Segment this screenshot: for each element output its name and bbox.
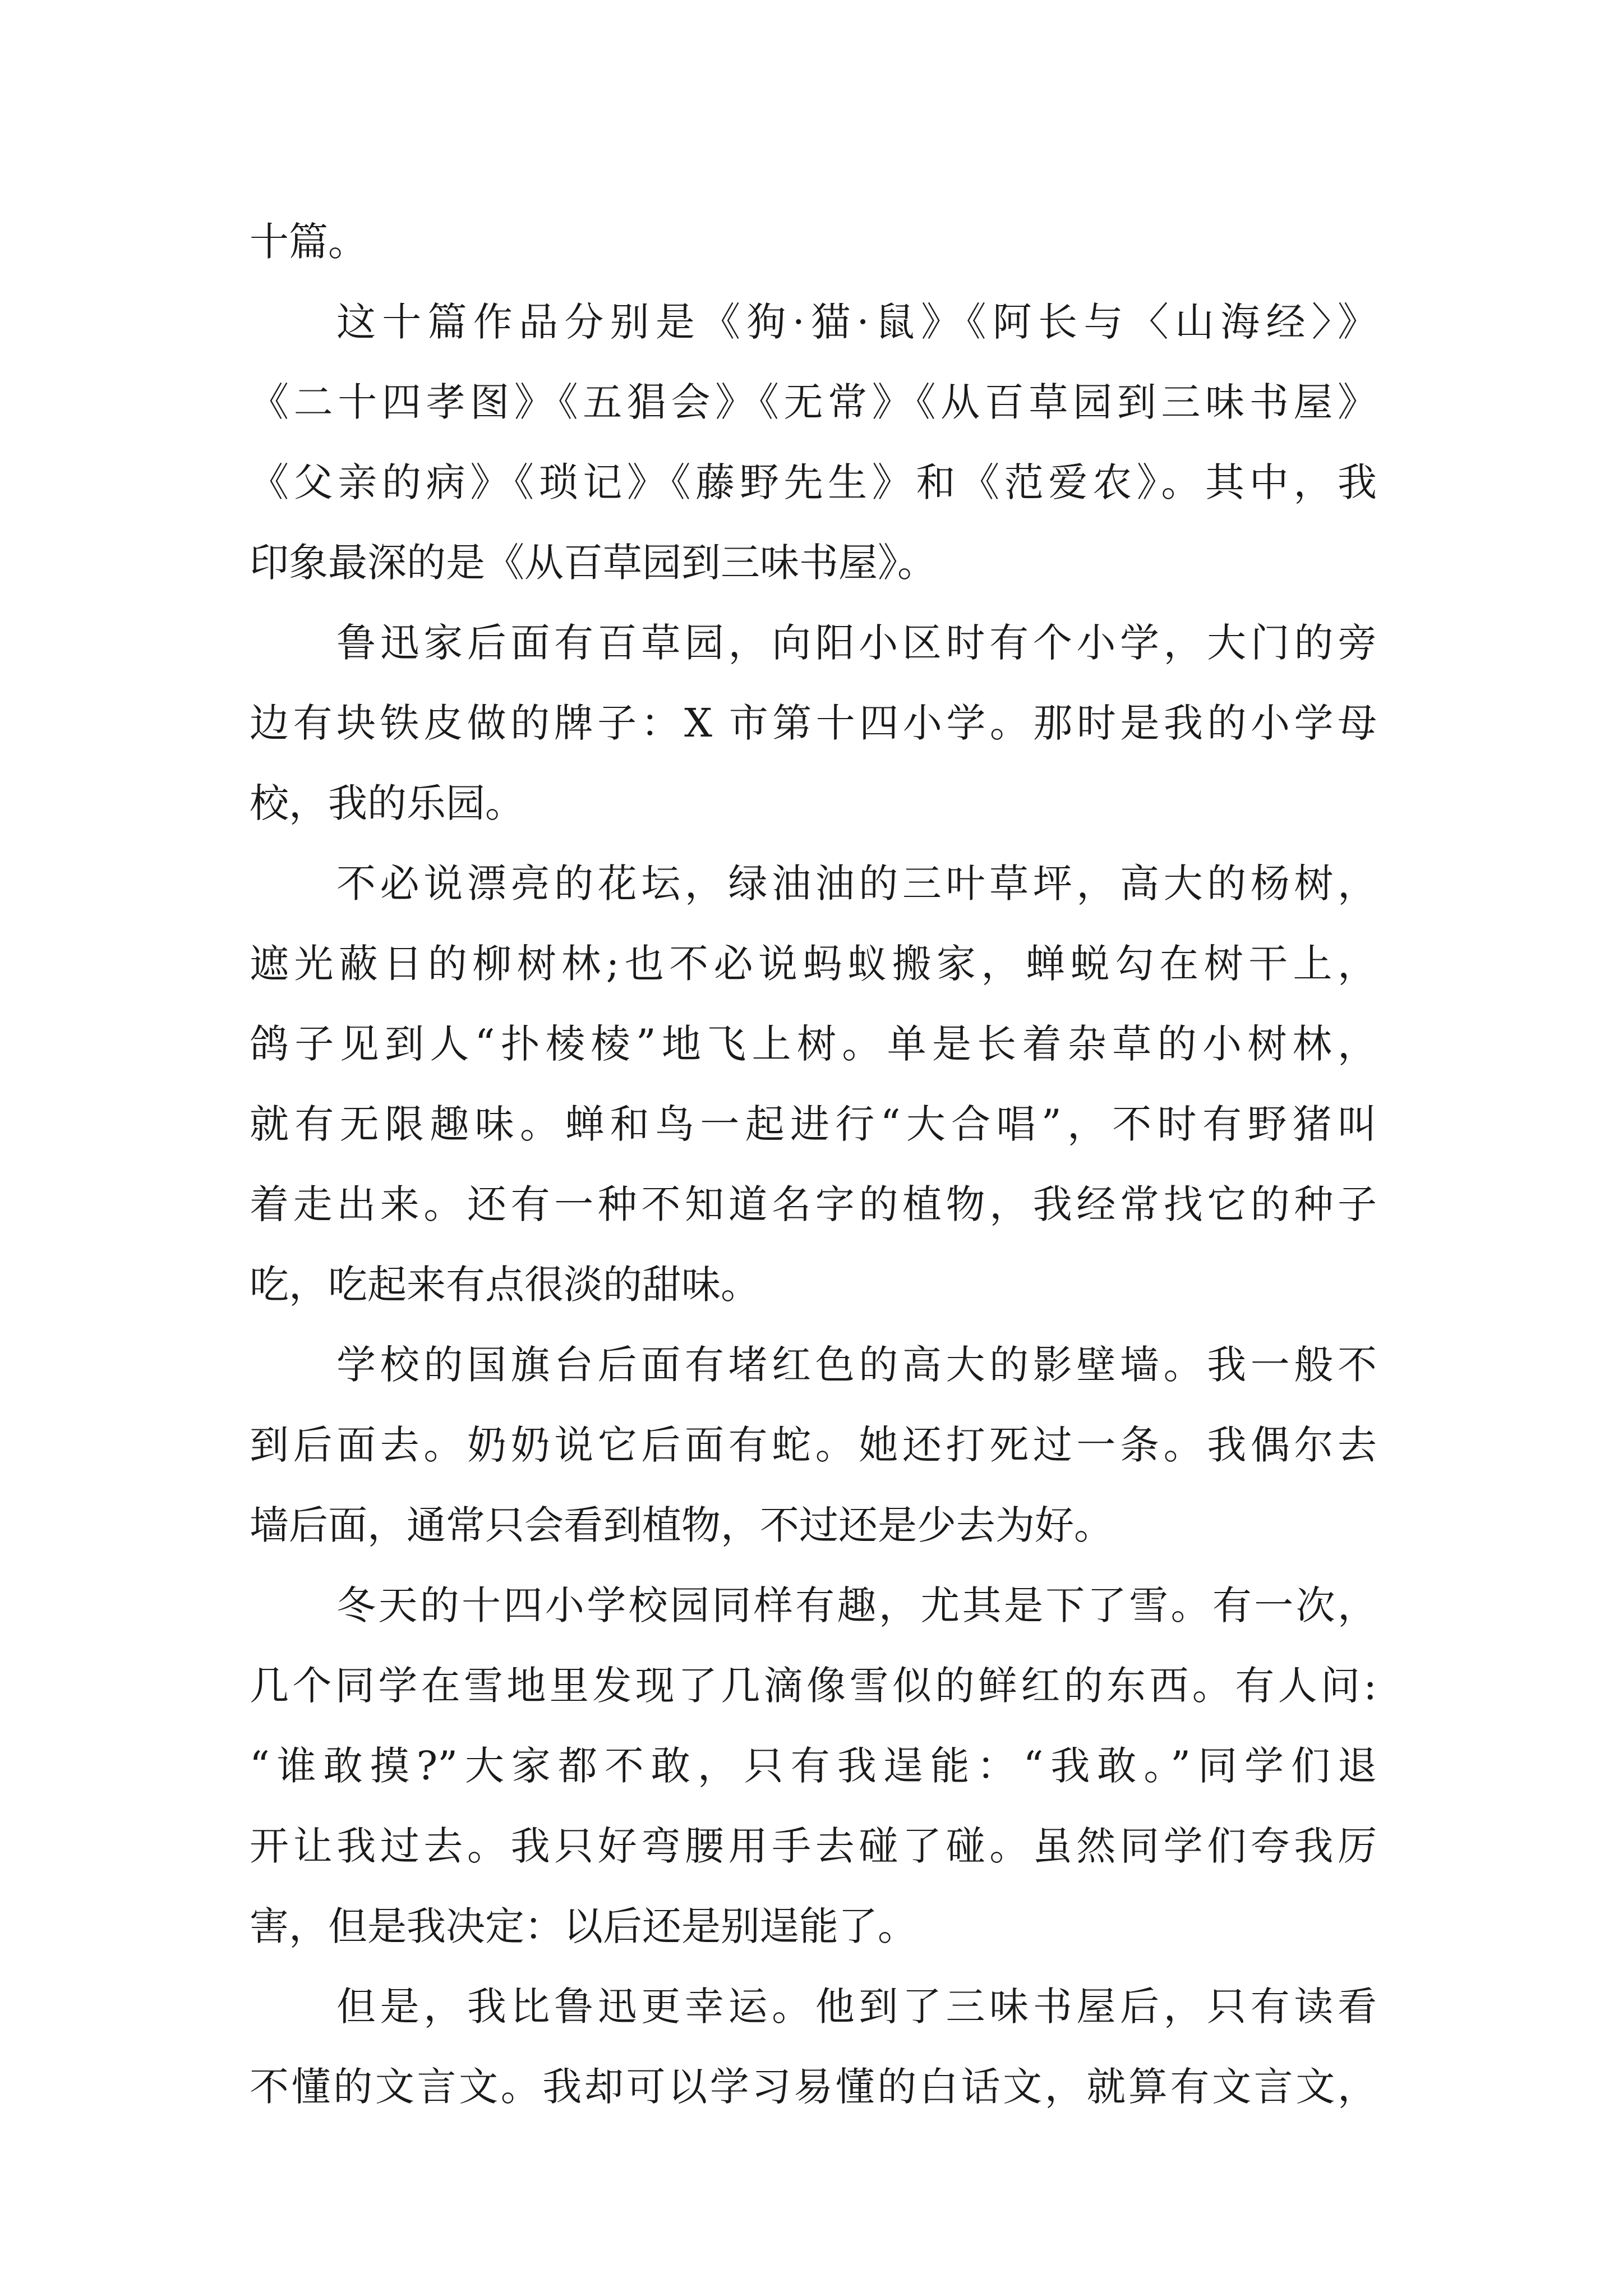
text-line: 校，我的乐园。 [250, 780, 524, 826]
text-line: 遮光蔽日的柳树林;也不必说蚂蚁搬家，蝉蜕勾在树干上， [250, 941, 1377, 987]
text-line: 墙后面，通常只会看到植物，不过还是少去为好。 [250, 1502, 1113, 1548]
text-line: 学校的国旗台后面有堵红色的高大的影壁墙。我一般不 [336, 1342, 1377, 1388]
text-line: 几个同学在雪地里发现了几滴像雪似的鲜红的东西。有人问: [250, 1663, 1377, 1709]
text-line: 不必说漂亮的花坛，绿油油的三叶草坪，高大的杨树， [336, 861, 1377, 907]
text-line: 鸽子见到人“扑棱棱”地飞上树。单是长着杂草的小树林， [250, 1021, 1377, 1067]
text-line: “谁敢摸?”大家都不敢，只有我逞能：“我敢。”同学们退 [250, 1743, 1377, 1789]
text-line: 害，但是我决定：以后还是别逞能了。 [250, 1903, 917, 1949]
text-line: 边有块铁皮做的牌子：X 市第十四小学。那时是我的小学母 [250, 700, 1377, 746]
text-line: 到后面去。奶奶说它后面有蛇。她还打死过一条。我偶尔去 [250, 1422, 1377, 1468]
text-line: 但是，我比鲁迅更幸运。他到了三味书屋后，只有读看 [336, 1984, 1377, 2030]
text-line: 《父亲的病》《琐记》《藤野先生》和《范爱农》。其中，我 [250, 459, 1377, 505]
text-line: 吃，吃起来有点很淡的甜味。 [250, 1262, 760, 1308]
text-line: 这十篇作品分别是《狗·猫·鼠》《阿长与〈山海经〉》 [336, 299, 1377, 345]
text-line: 着走出来。还有一种不知道名字的植物，我经常找它的种子 [250, 1181, 1377, 1227]
text-line: 鲁迅家后面有百草园，向阳小区时有个小学，大门的旁 [336, 620, 1377, 666]
essay-body [250, 202, 1377, 2127]
text-line: 印象最深的是《从百草园到三味书屋》。 [250, 540, 937, 586]
text-line: 冬天的十四小学校园同样有趣，尤其是下了雪。有一次， [336, 1582, 1377, 1628]
text-line: 开让我过去。我只好弯腰用手去碰了碰。虽然同学们夸我厉 [250, 1823, 1377, 1869]
text-line: 《二十四孝图》《五猖会》《无常》《从百草园到三味书屋》 [250, 379, 1377, 425]
text-line: 不懂的文言文。我却可以学习易懂的白话文，就算有文言文， [250, 2064, 1377, 2110]
text-line: 十篇。 [250, 219, 367, 265]
text-line: 就有无限趣味。蝉和鸟一起进行“大合唱”，不时有野猪叫 [250, 1101, 1377, 1147]
